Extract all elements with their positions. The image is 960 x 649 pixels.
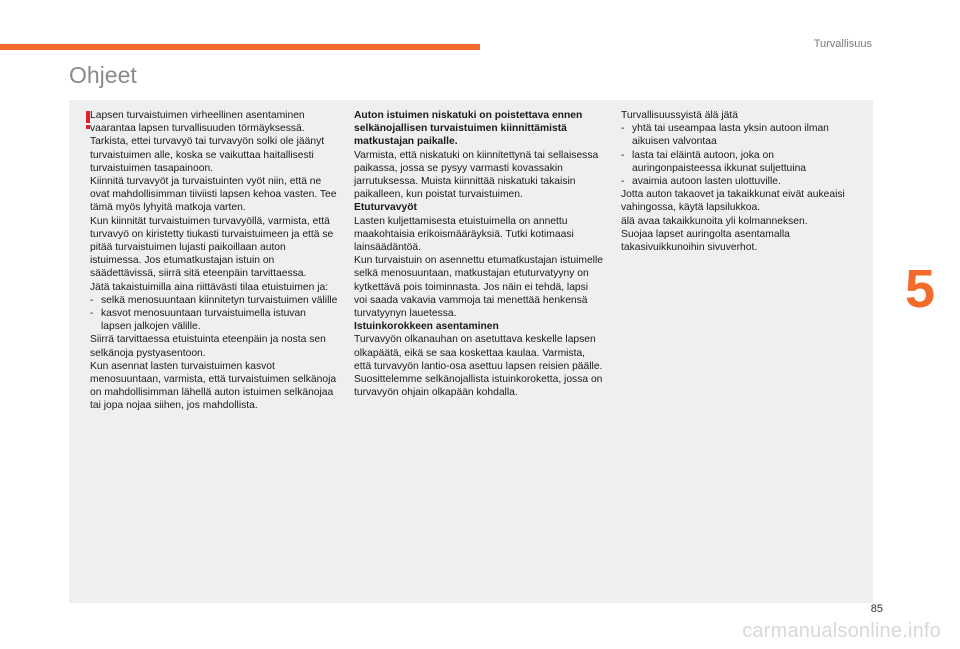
paragraph: Turvallisuussyistä älä jätä xyxy=(621,110,738,121)
paragraph: älä avaa takaikkunoita yli kolmanneksen. xyxy=(621,215,808,227)
paragraph: Varmista, että niskatuki on kiinnitettynä tai sellaisessa paikassa, jossa se pysyy varmasti kovassakin jarrutuksessa. Muista kiinnittää niskatuki takaisin paikalleen, kun poistat turvaistuimen. xyxy=(354,149,599,201)
chapter-number: 5 xyxy=(904,259,935,319)
list-item: - lasta tai eläintä autoon, joka on auringonpaisteessa ikkunat suljettuina xyxy=(621,149,807,174)
paragraph: Lapsen turvaistuimen virheellinen asentaminen vaarantaa lapsen turvallisuuden törmäyksessä. xyxy=(90,110,305,135)
heading-front-seatbelts: Etuturvavyöt xyxy=(354,202,417,214)
paragraph: Turvavyön olkanauhan on asetuttava keskelle lapsen olkapäätä, eikä se saa koskettaa kaulaa. Varmista, että turvavyön lantio-osa asettuu lapsen reisien päälle. xyxy=(354,334,603,372)
column-3 xyxy=(621,109,866,254)
warning-exclamation-icon xyxy=(84,111,92,129)
instructions-panel xyxy=(69,100,873,603)
heading-headrest: Auton istuimen niskatuki on poistettava ennen selkänojallisen turvaistuimen kiinnittämistä matkustajan paikalle. xyxy=(354,110,583,148)
paragraph: Kun turvaistuin on asennettu etumatkustajan istuimelle selkä menosuuntaan, matkustajan etuturvatyyny on kytkettävä pois toiminnasta. Jos näin ei tehdä, lapsi voi saada vakavia vammoja tai menettää henkensä turvatyynyn lauetessa. xyxy=(354,255,603,320)
page-number: 85 xyxy=(870,603,883,615)
list-item: - avaimia autoon lasten ulottuville. xyxy=(621,176,781,188)
paragraph: Tarkista, ettei turvavyö tai turvavyön solki ole jäänyt turvaistuimen alle, koska se vaikuttaa haitallisesti turvaistuimen tasapainoon. xyxy=(90,136,325,174)
header-accent-bar xyxy=(0,44,480,50)
paragraph: Lasten kuljettamisesta etuistuimella on annettu maakohtaisia erikoismääräyksiä. Tutki kotimaasi lainsäädäntöä. xyxy=(354,215,574,254)
paragraph: Kiinnitä turvavyöt ja turvaistuinten vyöt niin, että ne ovat mahdollisimman tiiviisti lapsen kehoa vasten. Tee tämä myös lyhyitä matkoja varten. xyxy=(90,176,337,214)
heading-booster-seat: Istuinkorokkeen asentaminen xyxy=(354,321,499,333)
paragraph: Kun asennat lasten turvaistuimen kasvot menosuuntaan, varmista, että turvaistuimen selkänoja on mahdollisimman lähellä auton istuimen selkänojaa tai jopa nojaa siihen, jos mahdollista. xyxy=(90,360,337,412)
page-title: Ohjeet xyxy=(69,62,137,88)
column-1 xyxy=(90,109,338,413)
paragraph: Siirrä tarvittaessa etuistuinta eteenpäin ja nosta sen selkänoja pystyasentoon. xyxy=(90,334,326,359)
paragraph: Suosittelemme selkänojallista istuinkoroketta, jossa on turvavyön ohjain olkapään kohdalla. xyxy=(354,374,603,399)
list-item: - yhtä tai useampaa lasta yksin autoon ilman aikuisen valvontaa xyxy=(621,123,829,148)
paragraph: Kun kiinnität turvaistuimen turvavyöllä, varmista, että turvavyö on kiristetty tiukasti turvaistuimeen ja että se pitää turvaistuimen lujasti paikoillaan auton istuimessa. Jos etumatkustajan istuin on säädettävissä, siirrä sitä eteenpäin tarvittaessa. xyxy=(90,215,334,280)
paragraph: Jotta auton takaovet ja takaikkunat eivät aukeaisi vahingossa, käytä lapsilukkoa. xyxy=(621,189,845,214)
list-item: - selkä menosuuntaan kiinnitetyn turvaistuimen välille xyxy=(90,294,338,306)
watermark: carmanualsonline.info xyxy=(742,620,941,642)
column-2 xyxy=(354,109,604,399)
paragraph: Suojaa lapset auringolta asentamalla takasivuikkunoihin sivuverhot. xyxy=(621,228,790,254)
section-label: Turvallisuus xyxy=(813,38,872,50)
paragraph: Jätä takaistuimilla aina riittävästi tilaa etuistuimen ja: xyxy=(90,281,329,293)
list-item: - kasvot menosuuntaan turvaistuimella istuvan lapsen jalkojen välille. xyxy=(90,308,306,333)
